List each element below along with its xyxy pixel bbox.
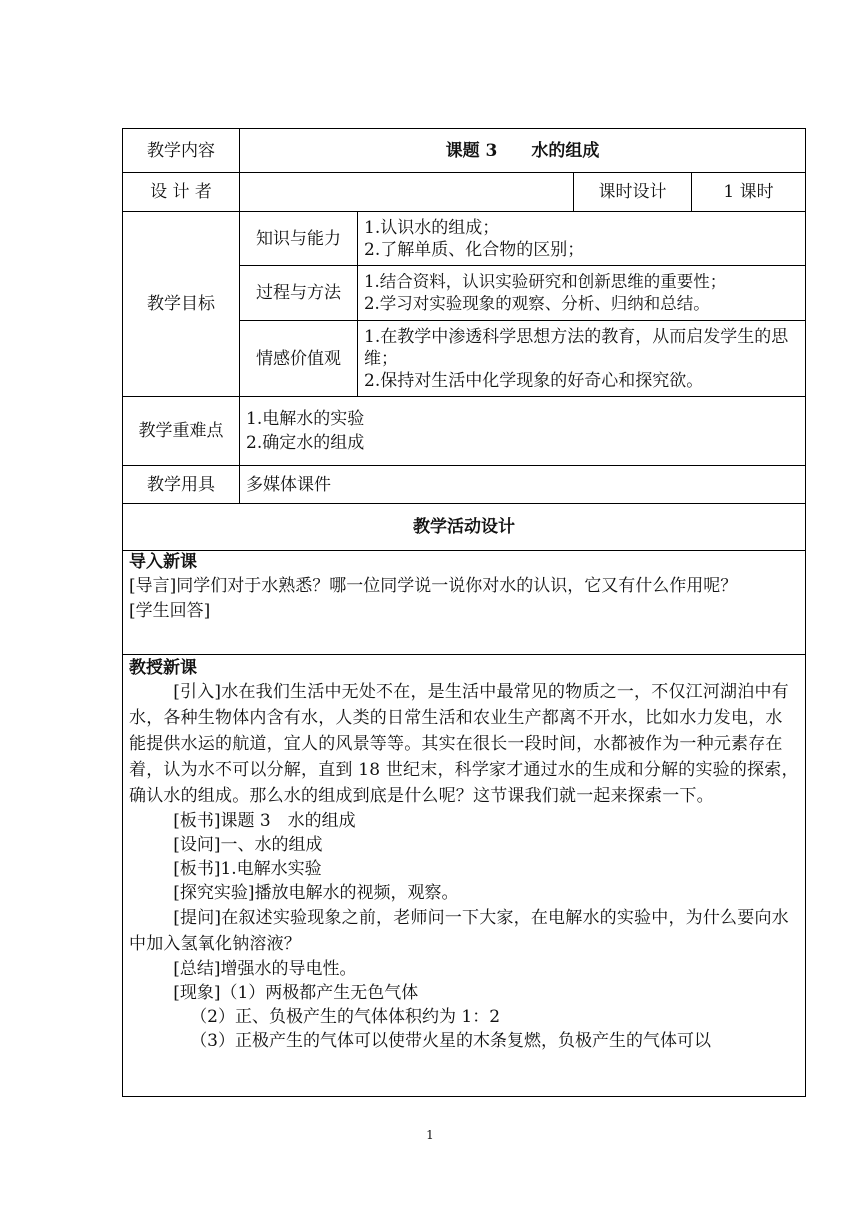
intro-line: [学生回答] xyxy=(129,601,211,621)
designer-value xyxy=(240,173,574,212)
teaching-paragraph: [引入]水在我们生活中无处不在，是生活中最常见的物质之一，不仅江河湖泊中有水，各种生物体内含有水，人类的日常生活和农业生产都离不开水，比如水力发电，水能提供水运的航道，宜人的风景等等。其实在很长一段时间，水都被作为一种元素存在着，认为水不可以分解，直到 18 世纪末，科学家才通过水的生成和分解的实验的探索，确认水的组成。那么水的组成到底是什么呢？这节课我们就一起来探索一下。 xyxy=(129,682,799,806)
teaching-line: [板书]1.电解水实验 xyxy=(173,859,322,879)
key-points-label: 教学重难点 xyxy=(123,397,240,466)
intro-row xyxy=(123,551,806,655)
objective-line: 2.学习对实验现象的观察、分析、归纳和总结。 xyxy=(364,294,710,313)
objectives-label: 教学目标 xyxy=(123,212,240,397)
objective-category: 知识与能力 xyxy=(240,212,358,266)
objective-line: 1.结合资料，认识实验研究和创新思维的重要性； xyxy=(364,272,727,291)
designer-label: 设 计 者 xyxy=(123,173,240,212)
intro-section xyxy=(123,551,806,655)
objective-line: 2.了解单质、化合物的区别； xyxy=(364,239,585,260)
objective-category: 情感价值观 xyxy=(240,321,358,397)
objective-row-knowledge xyxy=(123,212,806,266)
objective-content xyxy=(358,321,806,397)
teaching-phenomenon: （2）正、负极产生的气体体积约为 1：2 xyxy=(190,1007,501,1027)
teaching-line: [探究实验]播放电解水的视频，观察。 xyxy=(173,883,459,903)
teaching-heading: 教授新课 xyxy=(129,658,197,678)
teaching-question: [提问]在叙述实验现象之前，老师问一下大家，在电解水的实验中，为什么要向水中加入氢氧化钠溶液？ xyxy=(129,908,789,954)
lesson-design-label: 课时设计 xyxy=(574,173,692,212)
objective-line: 1.认识水的组成； xyxy=(364,217,500,238)
teaching-row xyxy=(123,655,806,1097)
key-point-line: 1.电解水的实验 xyxy=(246,409,365,429)
teaching-section xyxy=(123,655,806,1097)
content-row xyxy=(123,129,806,173)
lesson-plan-table xyxy=(122,128,806,1097)
objective-content xyxy=(358,212,806,266)
teaching-phenomenon: [现象]（1）两极都产生无色气体 xyxy=(173,983,419,1003)
lesson-title: 课题 3 水的组成 xyxy=(240,129,806,173)
teaching-line: [板书]课题 3 水的组成 xyxy=(173,811,356,831)
key-point-line: 2.确定水的组成 xyxy=(246,433,365,453)
teaching-summary: [总结]增强水的导电性。 xyxy=(173,959,357,979)
objective-content xyxy=(358,266,806,321)
tools-value: 多媒体课件 xyxy=(240,466,806,504)
objective-line: 1.在教学中渗透科学思想方法的教育，从而启发学生的思维； xyxy=(364,326,789,369)
objective-line: 2.保持对生活中化学现象的好奇心和探究欲。 xyxy=(364,370,704,391)
key-points-row xyxy=(123,397,806,466)
activity-title-row xyxy=(123,504,806,551)
key-points-content xyxy=(240,397,806,466)
content-label: 教学内容 xyxy=(123,129,240,173)
teaching-phenomenon: （3）正极产生的气体可以使带火星的木条复燃，负极产生的气体可以 xyxy=(190,1031,712,1051)
activity-title: 教学活动设计 xyxy=(123,504,806,551)
teaching-line: [设问]一、水的组成 xyxy=(173,835,323,855)
intro-heading: 导入新课 xyxy=(129,552,197,572)
lesson-design-value: 1 课时 xyxy=(692,173,806,212)
objective-category: 过程与方法 xyxy=(240,266,358,321)
tools-row xyxy=(123,466,806,504)
page-number: 1 xyxy=(426,1128,434,1142)
tools-label: 教学用具 xyxy=(123,466,240,504)
intro-line: [导言]同学们对于水熟悉？哪一位同学说一说你对水的认识，它又有什么作用呢？ xyxy=(129,576,738,596)
designer-row xyxy=(123,173,806,212)
